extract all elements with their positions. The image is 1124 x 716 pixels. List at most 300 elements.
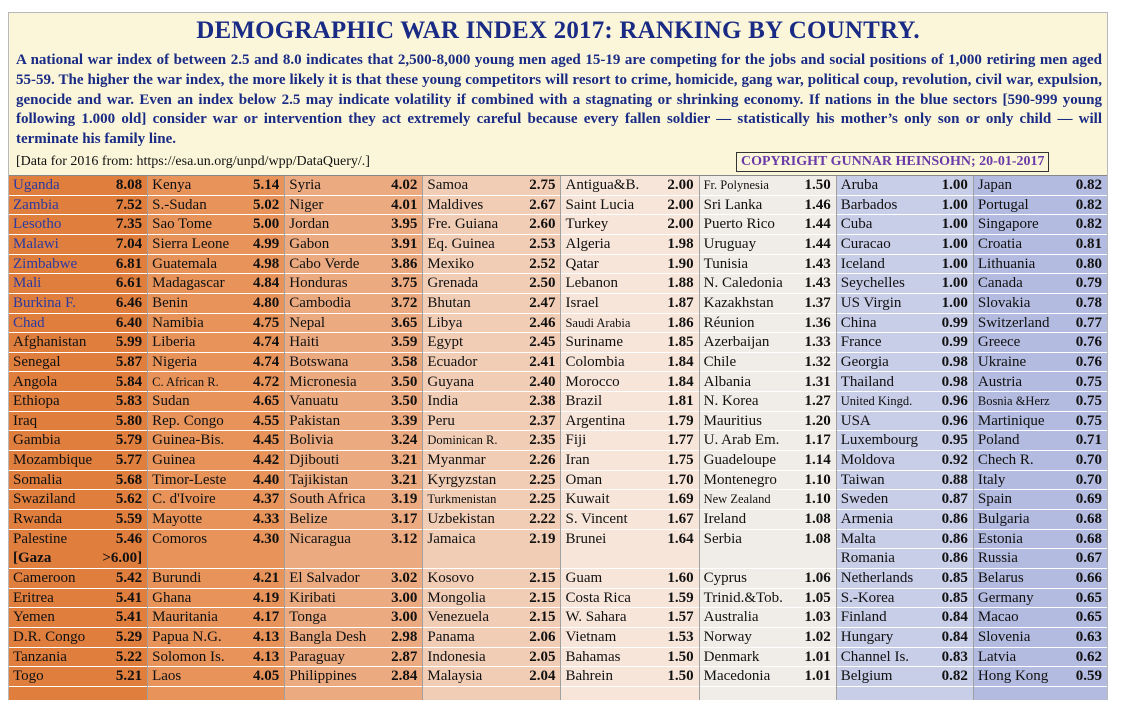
country-name: Ghana bbox=[152, 589, 192, 606]
table-row bbox=[423, 314, 560, 334]
table-row bbox=[561, 667, 698, 687]
table-row bbox=[148, 628, 284, 648]
war-index-value: 1.60 bbox=[667, 570, 694, 586]
war-index-value: 2.19 bbox=[529, 530, 556, 547]
table-row bbox=[837, 530, 973, 550]
table-row bbox=[700, 667, 836, 687]
table-row bbox=[974, 373, 1107, 393]
table-row bbox=[837, 235, 973, 255]
country-name: Tajikistan bbox=[289, 471, 349, 488]
table-row bbox=[423, 667, 560, 687]
table-row bbox=[148, 451, 284, 471]
table-row bbox=[285, 255, 422, 275]
country-name: Kosovo bbox=[427, 570, 475, 586]
table-row bbox=[285, 333, 422, 353]
table-row bbox=[561, 471, 698, 491]
table-row bbox=[423, 412, 560, 432]
country-name: N. Korea bbox=[703, 393, 759, 410]
war-index-value: 0.98 bbox=[941, 353, 968, 370]
table-row bbox=[974, 333, 1107, 353]
country-name: Grenada bbox=[427, 275, 479, 292]
war-index-value: 1.37 bbox=[804, 294, 831, 311]
war-index-value: 4.72 bbox=[252, 373, 280, 390]
table-row bbox=[423, 628, 560, 648]
table-row bbox=[837, 176, 973, 196]
war-index-value: 2.87 bbox=[391, 648, 418, 665]
war-index-value: 5.46 bbox=[115, 530, 143, 547]
country-name: Papua N.G. bbox=[152, 628, 222, 645]
war-index-value: 1.75 bbox=[667, 452, 694, 469]
table-row bbox=[561, 608, 698, 628]
country-name: Somalia bbox=[13, 471, 63, 488]
country-name: New Zealand bbox=[703, 492, 771, 507]
war-index-value: 3.39 bbox=[391, 412, 418, 429]
country-name: Madagascar bbox=[152, 275, 225, 292]
country-name: Nepal bbox=[289, 314, 326, 331]
war-index-value: 0.85 bbox=[941, 570, 968, 586]
country-name: Slovakia bbox=[977, 294, 1031, 311]
country-name: Denmark bbox=[703, 648, 760, 665]
page-title: DEMOGRAPHIC WAR INDEX 2017: RANKING BY COUNTRY. bbox=[196, 17, 920, 44]
table-row bbox=[974, 530, 1107, 550]
table-row bbox=[837, 392, 973, 412]
war-index-value: 1.08 bbox=[804, 530, 831, 547]
table-row bbox=[9, 196, 147, 216]
war-index-value: 2.00 bbox=[667, 216, 694, 233]
country-name: Bahamas bbox=[565, 648, 621, 665]
table-row bbox=[285, 215, 422, 235]
war-index-value: 1.53 bbox=[667, 628, 694, 645]
country-name: S. Vincent bbox=[565, 511, 628, 528]
country-name: Chech R. bbox=[977, 452, 1034, 469]
table-row bbox=[561, 392, 698, 412]
table-row bbox=[423, 648, 560, 668]
table-row bbox=[285, 431, 422, 451]
table-row bbox=[974, 490, 1107, 510]
war-index-value: 1.00 bbox=[941, 294, 968, 311]
country-name: Norway bbox=[703, 628, 752, 645]
country-name: Senegal bbox=[13, 353, 61, 370]
table-row bbox=[974, 549, 1107, 569]
table-row bbox=[700, 235, 836, 255]
table-row bbox=[561, 431, 698, 451]
war-index-value: 3.21 bbox=[391, 452, 418, 469]
war-index-value: 5.00 bbox=[252, 216, 280, 233]
war-index-value: 5.62 bbox=[115, 491, 143, 508]
table-row bbox=[700, 530, 836, 569]
country-name: Timor-Leste bbox=[152, 471, 227, 488]
war-index-value: 0.65 bbox=[1075, 609, 1102, 626]
table-row bbox=[974, 255, 1107, 275]
war-index-value: 0.69 bbox=[1075, 491, 1102, 508]
war-index-value: 2.05 bbox=[529, 648, 556, 665]
country-name: Slovenia bbox=[977, 628, 1031, 645]
war-index-value: 1.00 bbox=[941, 275, 968, 292]
table-row bbox=[700, 471, 836, 491]
country-name: Peru bbox=[427, 412, 455, 429]
table-row bbox=[561, 333, 698, 353]
country-name: Nigeria bbox=[152, 353, 198, 370]
country-name: Brunei bbox=[565, 530, 607, 547]
war-index-value: 3.86 bbox=[391, 255, 418, 272]
war-index-value: 0.63 bbox=[1075, 628, 1102, 645]
country-name: Costa Rica bbox=[565, 589, 631, 606]
country-name: Guatemala bbox=[152, 255, 218, 272]
country-name: Romania bbox=[840, 550, 895, 567]
table-row bbox=[285, 353, 422, 373]
country-name: Saudi Arabia bbox=[565, 315, 631, 330]
table-row bbox=[561, 176, 698, 196]
table-row bbox=[285, 392, 422, 412]
table-row bbox=[285, 412, 422, 432]
war-index-value: 4.05 bbox=[252, 668, 280, 685]
table-row bbox=[285, 648, 422, 668]
war-index-value: 4.74 bbox=[252, 334, 280, 351]
table-row bbox=[9, 235, 147, 255]
war-index-value: 3.00 bbox=[391, 609, 418, 626]
table-row bbox=[837, 608, 973, 628]
table-row bbox=[148, 510, 284, 530]
table-row bbox=[423, 333, 560, 353]
war-index-value: 0.98 bbox=[941, 373, 968, 390]
war-index-value: 2.45 bbox=[529, 334, 556, 351]
table-row bbox=[285, 530, 422, 569]
war-index-value: 4.17 bbox=[252, 609, 280, 626]
country-name: Cuba bbox=[840, 216, 873, 233]
war-index-value: 5.84 bbox=[115, 373, 143, 390]
war-index-value: 1.00 bbox=[941, 235, 968, 252]
table-row bbox=[423, 196, 560, 216]
war-index-value: 0.75 bbox=[1075, 373, 1102, 390]
table-row bbox=[148, 294, 284, 314]
country-name: Burundi bbox=[152, 570, 202, 586]
war-index-value: 0.82 bbox=[1075, 216, 1102, 233]
table-row bbox=[9, 412, 147, 432]
table-row bbox=[561, 215, 698, 235]
table-row bbox=[837, 255, 973, 275]
country-name: Mauritania bbox=[152, 609, 218, 626]
table-row bbox=[700, 373, 836, 393]
table-row bbox=[974, 648, 1107, 668]
country-name: Latvia bbox=[977, 648, 1017, 665]
war-index-value: 0.82 bbox=[1075, 177, 1102, 193]
war-index-value: 1.32 bbox=[804, 353, 831, 370]
table-row bbox=[423, 255, 560, 275]
table-row bbox=[148, 314, 284, 334]
war-index-value: 0.71 bbox=[1075, 432, 1102, 449]
table-row bbox=[837, 215, 973, 235]
table-row bbox=[285, 294, 422, 314]
war-index-value: 4.98 bbox=[252, 255, 280, 272]
country-name: Angola bbox=[13, 373, 58, 390]
country-name: Georgia bbox=[840, 353, 889, 370]
table-row bbox=[148, 274, 284, 294]
table-row bbox=[423, 274, 560, 294]
war-index-value: 1.64 bbox=[667, 530, 694, 547]
country-name: Malaysia bbox=[427, 668, 483, 685]
war-index-value: 2.37 bbox=[529, 412, 556, 429]
country-name: Rep. Congo bbox=[152, 412, 224, 429]
country-name: Pakistan bbox=[289, 412, 341, 429]
country-name: Philippines bbox=[289, 668, 357, 685]
war-index-value: 2.15 bbox=[529, 570, 556, 586]
war-index-value: 2.04 bbox=[529, 668, 556, 685]
war-index-value: 1.98 bbox=[667, 235, 694, 252]
war-index-value: 3.75 bbox=[391, 275, 418, 292]
table-row bbox=[561, 589, 698, 609]
country-name: U. Arab Em. bbox=[703, 432, 780, 449]
table-row bbox=[974, 392, 1107, 412]
table-row bbox=[700, 215, 836, 235]
war-index-value: 0.87 bbox=[941, 491, 968, 508]
war-index-value: 0.79 bbox=[1075, 275, 1102, 292]
war-index-value: 5.59 bbox=[115, 511, 143, 528]
country-name: Saint Lucia bbox=[565, 196, 635, 213]
table-row bbox=[837, 510, 973, 530]
table-row bbox=[9, 628, 147, 648]
country-name: Austria bbox=[977, 373, 1023, 390]
copyright-box: COPYRIGHT GUNNAR HEINSOHN; 20-01-2017 bbox=[736, 152, 1049, 172]
war-index-value: 2.15 bbox=[529, 589, 556, 606]
table-row bbox=[285, 471, 422, 491]
country-name: Thailand bbox=[840, 373, 895, 390]
war-index-value: 5.21 bbox=[115, 668, 143, 685]
country-name: Laos bbox=[152, 668, 182, 685]
war-index-value: 0.78 bbox=[1075, 294, 1102, 311]
war-index-value: 1.44 bbox=[804, 235, 831, 252]
column-3 bbox=[285, 176, 423, 700]
country-name: Taiwan bbox=[840, 471, 885, 488]
war-index-value: 7.52 bbox=[115, 196, 143, 213]
table-row bbox=[974, 235, 1107, 255]
country-name: C. d'Ivoire bbox=[152, 491, 216, 508]
country-name: Bolivia bbox=[289, 432, 334, 449]
war-index-value: 4.99 bbox=[252, 235, 280, 252]
country-name: Mayotte bbox=[152, 511, 203, 528]
table-row bbox=[837, 294, 973, 314]
table-row bbox=[9, 314, 147, 334]
country-name: South Africa bbox=[289, 491, 366, 508]
country-name: Seychelles bbox=[840, 275, 905, 292]
war-index-value: 4.84 bbox=[252, 275, 280, 292]
table-row bbox=[9, 255, 147, 275]
country-name: Libya bbox=[427, 314, 463, 331]
table-row bbox=[837, 549, 973, 569]
table-row bbox=[285, 628, 422, 648]
country-name: Singapore bbox=[977, 216, 1039, 233]
war-index-value: 0.95 bbox=[941, 432, 968, 449]
table-row bbox=[9, 431, 147, 451]
country-name: Turkmenistan bbox=[427, 492, 497, 507]
table-row bbox=[974, 412, 1107, 432]
country-name: Maldives bbox=[427, 196, 484, 213]
war-index-value: 7.35 bbox=[115, 216, 143, 233]
war-index-value: 3.02 bbox=[391, 570, 418, 586]
table-row bbox=[423, 451, 560, 471]
war-index-value: 5.87 bbox=[115, 353, 143, 370]
country-name: Belarus bbox=[977, 570, 1024, 586]
war-index-value: 0.84 bbox=[941, 609, 968, 626]
country-name: Fre. Guiana bbox=[427, 216, 499, 233]
war-index-value: 3.19 bbox=[391, 491, 418, 508]
table-row bbox=[561, 530, 698, 569]
table-row bbox=[285, 235, 422, 255]
table-row bbox=[423, 589, 560, 609]
war-index-value: 2.25 bbox=[529, 471, 556, 488]
table-row bbox=[423, 490, 560, 510]
country-name: Zimbabwe bbox=[13, 255, 78, 272]
country-name: Japan bbox=[977, 177, 1013, 193]
table-row bbox=[837, 589, 973, 609]
war-index-value: 2.06 bbox=[529, 628, 556, 645]
table-row bbox=[423, 353, 560, 373]
country-name: Sudan bbox=[152, 393, 190, 410]
table-row bbox=[700, 490, 836, 510]
table-row bbox=[837, 353, 973, 373]
war-index-value: 0.75 bbox=[1075, 393, 1102, 410]
war-index-value: 0.68 bbox=[1075, 511, 1102, 528]
table-row bbox=[974, 314, 1107, 334]
country-name: D.R. Congo bbox=[13, 628, 86, 645]
country-name: Malta bbox=[840, 530, 876, 547]
war-index-value: 2.67 bbox=[529, 196, 556, 213]
war-index-value: 1.90 bbox=[667, 255, 694, 272]
country-name: Chile bbox=[703, 353, 737, 370]
country-name: Trinid.&Tob. bbox=[703, 589, 783, 606]
country-name: Bahrein bbox=[565, 668, 613, 685]
table-row bbox=[700, 314, 836, 334]
table-row bbox=[148, 255, 284, 275]
country-name: India bbox=[427, 393, 459, 410]
country-name: Mexiko bbox=[427, 255, 475, 272]
country-name: Uganda bbox=[13, 177, 60, 193]
country-name: Dominican R. bbox=[427, 433, 498, 448]
war-index-value: 1.43 bbox=[804, 255, 831, 272]
country-name: Suriname bbox=[565, 334, 623, 351]
war-index-value: 2.46 bbox=[529, 314, 556, 331]
table-row bbox=[974, 294, 1107, 314]
country-name: Mauritius bbox=[703, 412, 762, 429]
war-index-value: 4.40 bbox=[252, 471, 280, 488]
country-name: Guam bbox=[565, 570, 603, 586]
war-index-value: 1.00 bbox=[941, 216, 968, 233]
table-row bbox=[9, 333, 147, 353]
war-index-value: 1.10 bbox=[804, 491, 831, 508]
country-name: Rwanda bbox=[13, 511, 63, 528]
war-index-value: 2.26 bbox=[529, 452, 556, 469]
country-name: USA bbox=[840, 412, 871, 429]
war-index-value: 0.68 bbox=[1075, 530, 1102, 547]
table-row bbox=[974, 510, 1107, 530]
country-name: Bangla Desh bbox=[289, 628, 367, 645]
table-row bbox=[423, 294, 560, 314]
table-row bbox=[974, 451, 1107, 471]
table-row bbox=[974, 196, 1107, 216]
table-row bbox=[9, 215, 147, 235]
table-row bbox=[285, 373, 422, 393]
country-name: N. Caledonia bbox=[703, 275, 783, 292]
war-index-value: 0.86 bbox=[941, 530, 968, 547]
war-index-value: 1.57 bbox=[667, 609, 694, 626]
country-name: Puerto Rico bbox=[703, 216, 775, 233]
war-index-value: 2.98 bbox=[391, 628, 418, 645]
war-index-value: 1.70 bbox=[667, 471, 694, 488]
war-index-value: 0.65 bbox=[1075, 589, 1102, 606]
war-index-value: 1.84 bbox=[667, 353, 694, 370]
war-index-value: 0.62 bbox=[1075, 648, 1102, 665]
war-index-value: 4.45 bbox=[252, 432, 280, 449]
war-index-value: 1.01 bbox=[804, 648, 831, 665]
war-index-value: 1.01 bbox=[804, 668, 831, 685]
table-row bbox=[700, 608, 836, 628]
country-name: Comoros bbox=[152, 530, 208, 547]
country-name: Sri Lanka bbox=[703, 196, 763, 213]
table-row bbox=[974, 569, 1107, 589]
war-index-value: 4.74 bbox=[252, 353, 280, 370]
country-name: United Kingd. bbox=[840, 394, 913, 409]
war-index-value: 1.67 bbox=[667, 511, 694, 528]
table-row bbox=[837, 412, 973, 432]
country-name: Netherlands bbox=[840, 570, 914, 586]
ranking-table bbox=[9, 175, 1107, 700]
table-row bbox=[837, 667, 973, 687]
country-name: Solomon Is. bbox=[152, 648, 225, 665]
country-name: Vietnam bbox=[565, 628, 617, 645]
war-index-value: 3.24 bbox=[391, 432, 418, 449]
war-index-value: 5.77 bbox=[115, 452, 143, 469]
country-name: Iceland bbox=[840, 255, 885, 272]
war-index-value: 3.95 bbox=[391, 216, 418, 233]
country-name: Poland bbox=[977, 432, 1020, 449]
war-index-value: 1.20 bbox=[804, 412, 831, 429]
war-index-value: 4.13 bbox=[252, 628, 280, 645]
country-name: Kenya bbox=[152, 177, 192, 193]
war-index-value: 2.35 bbox=[529, 432, 556, 449]
table-row bbox=[9, 648, 147, 668]
war-index-value: 0.70 bbox=[1075, 471, 1102, 488]
war-index-value: 4.30 bbox=[252, 530, 280, 547]
table-row bbox=[148, 648, 284, 668]
war-index-value: 0.85 bbox=[941, 589, 968, 606]
country-name: Guyana bbox=[427, 373, 475, 390]
table-row bbox=[148, 667, 284, 687]
table-row bbox=[9, 667, 147, 687]
war-index-value: 0.83 bbox=[941, 648, 968, 665]
table-row bbox=[700, 628, 836, 648]
war-index-value: 3.91 bbox=[391, 235, 418, 252]
war-index-value: 1.36 bbox=[804, 314, 831, 331]
country-name: Burkina F. bbox=[13, 294, 76, 311]
war-index-value: 5.41 bbox=[115, 609, 143, 626]
table-row bbox=[561, 255, 698, 275]
table-row bbox=[837, 314, 973, 334]
table-row bbox=[837, 471, 973, 491]
country-name: Indonesia bbox=[427, 648, 486, 665]
country-name: Morocco bbox=[565, 373, 620, 390]
country-name: Gambia bbox=[13, 432, 61, 449]
country-name: Belize bbox=[289, 511, 328, 528]
war-index-value: 5.68 bbox=[115, 471, 143, 488]
country-name: Jamaica bbox=[427, 530, 476, 547]
country-name: Bhutan bbox=[427, 294, 471, 311]
table-row bbox=[974, 667, 1107, 687]
country-name: Sierra Leone bbox=[152, 235, 230, 252]
country-name: Venezuela bbox=[427, 609, 489, 626]
country-name: Tonga bbox=[289, 609, 327, 626]
war-index-value: 2.40 bbox=[529, 373, 556, 390]
war-index-value: 1.81 bbox=[667, 393, 694, 410]
table-row bbox=[700, 412, 836, 432]
